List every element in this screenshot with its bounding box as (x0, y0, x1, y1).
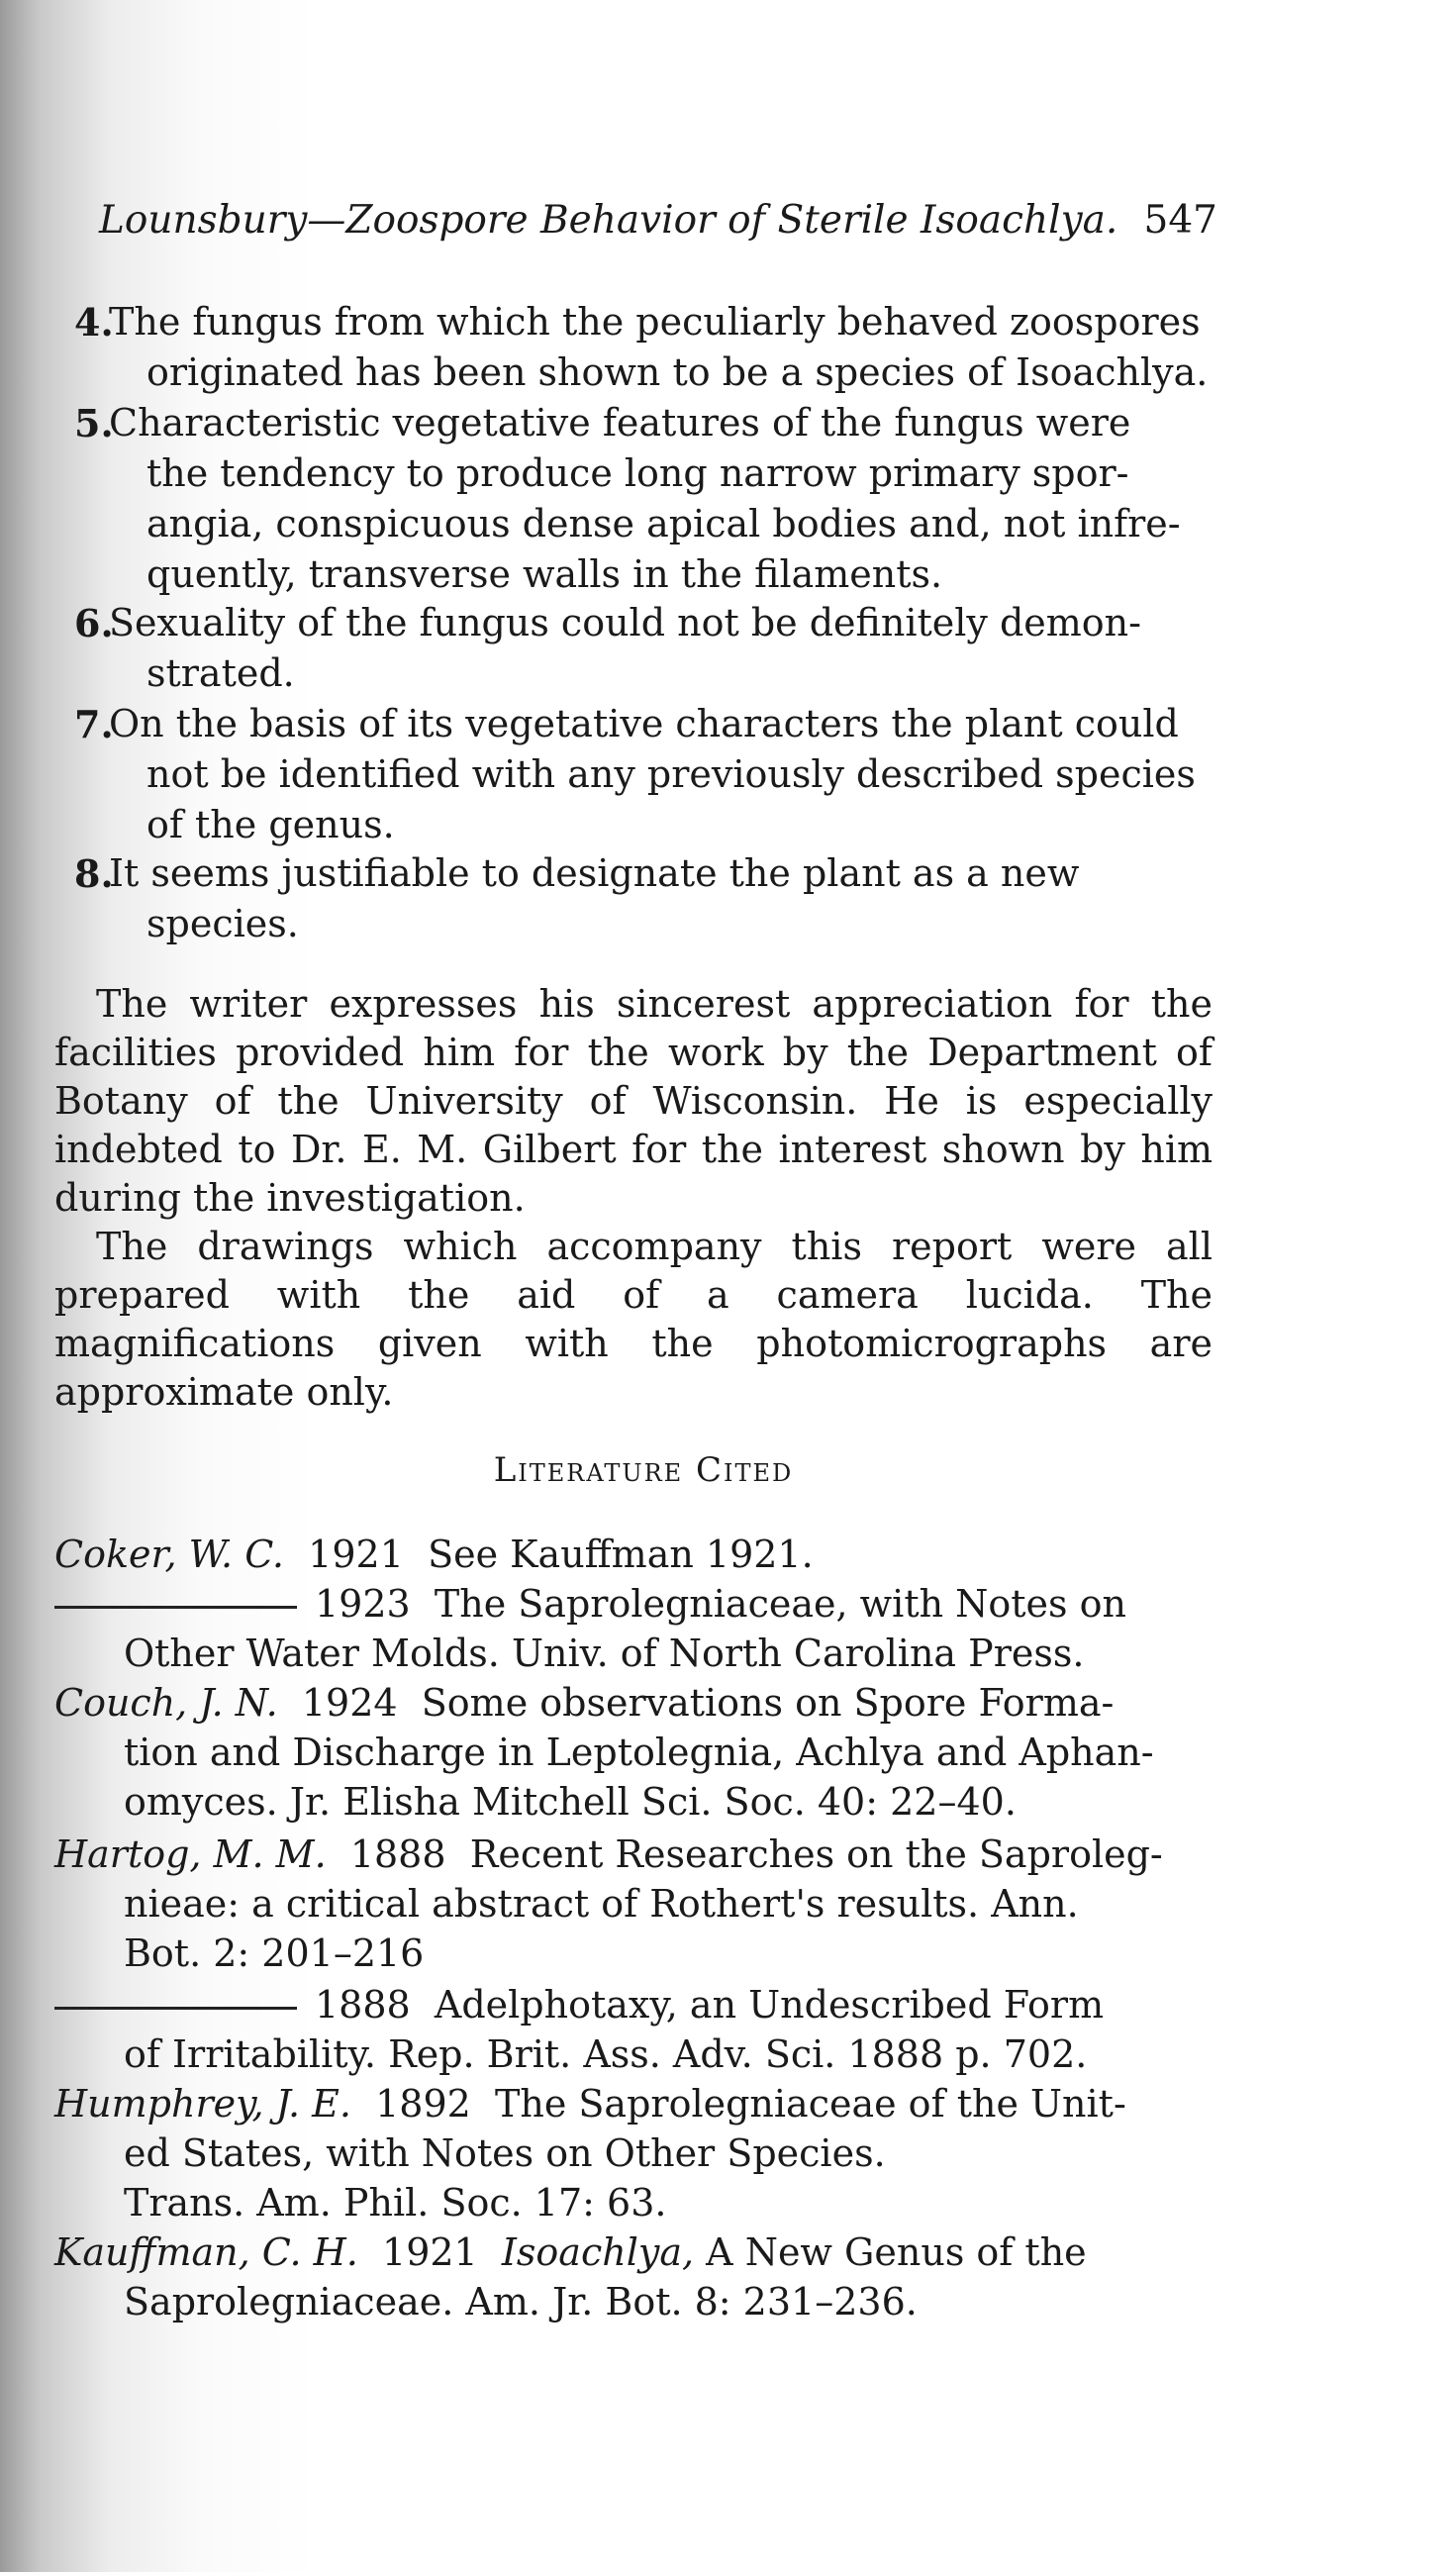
conclusion-item (74, 398, 1213, 600)
reference-text: of Irritability. Rep. Brit. Ass. Adv. Sci. 1888 p. 702. (124, 2032, 1088, 2076)
reference-text: See Kauffman 1921. (428, 1533, 814, 1576)
paragraph-text: The drawings which accompany this report were all prepared with the aid of a camera lucida. The magnifications given with the photomicrographs are approximate only. (54, 1225, 1213, 1414)
item-number: 7. (74, 702, 114, 746)
reference-text: Some observations on Spore Forma- (421, 1681, 1115, 1725)
item-line: species. (146, 902, 299, 945)
reference-entry (54, 1980, 1213, 2079)
running-title: Lounsbury—Zoospore Behavior of Sterile Isoachlya. (99, 198, 1118, 243)
reference-text: A New Genus of the (706, 2230, 1087, 2274)
reference-text: Other Water Molds. Univ. of North Carolina Press. (124, 1632, 1085, 1675)
reference-year: 1892 (375, 2082, 471, 2126)
item-line: On the basis of its vegetative characters the plant could (109, 702, 1179, 745)
reference-entry (54, 1579, 1213, 1678)
reference-text: The Saprolegniaceae, with Notes on (434, 1582, 1126, 1626)
reference-year: 1921 (308, 1533, 404, 1576)
reference-text: Recent Researches on the Saproleg- (469, 1832, 1163, 1876)
reference-author: Kauffman, C. H. (54, 2230, 358, 2274)
reference-text: Bot. 2: 201–216 (124, 1931, 425, 1975)
page-number: 547 (1143, 198, 1217, 243)
running-header (99, 198, 1217, 245)
reference-author: Coker, W. C. (54, 1533, 284, 1576)
item-line: originated has been shown to be a species of Isoachlya. (146, 350, 1209, 394)
reference-genus: Isoachlya, (501, 2230, 695, 2274)
drawings-paragraph (54, 1223, 1213, 1417)
item-number: 5. (74, 401, 114, 445)
conclusion-item (74, 297, 1213, 398)
reference-text: Trans. Am. Phil. Soc. 17: 63. (124, 2181, 667, 2225)
item-line: Sexuality of the fungus could not be definitely demon- (109, 601, 1141, 644)
item-line: Characteristic vegetative features of the fungus were (109, 401, 1131, 445)
reference-text: ed States, with Notes on Other Species. (124, 2131, 886, 2175)
reference-author: Couch, J. N. (54, 1681, 278, 1725)
item-line: The fungus from which the peculiarly behaved zoospores (109, 300, 1201, 344)
item-number: 4. (74, 300, 114, 345)
reference-entry (54, 1830, 1213, 1978)
reference-text: Adelphotaxy, an Undescribed Form (434, 1983, 1105, 2027)
item-line: It seems justifiable to designate the plant as a new (109, 851, 1080, 895)
item-line: the tendency to produce long narrow primary spor- (146, 451, 1129, 495)
reference-text: tion and Discharge in Leptolegnia, Achlya and Aphan- (124, 1731, 1154, 1774)
item-number: 6. (74, 601, 114, 645)
reference-text: The Saprolegniaceae of the Unit- (495, 2082, 1126, 2126)
reference-author: Humphrey, J. E. (54, 2082, 351, 2126)
item-line: not be identified with any previously described species (146, 752, 1196, 796)
reference-author: Hartog, M. M. (54, 1832, 327, 1876)
reference-year: 1888 (315, 1983, 411, 2027)
ditto-rule (54, 2007, 297, 2010)
conclusion-item (74, 598, 1213, 699)
reference-text: omyces. Jr. Elisha Mitchell Sci. Soc. 40: 22–40. (124, 1780, 1017, 1824)
conclusion-item (74, 848, 1213, 949)
reference-year: 1923 (315, 1582, 411, 1626)
item-line: quently, transverse walls in the filaments. (146, 552, 943, 596)
conclusion-item (74, 699, 1213, 850)
reference-entry (54, 2079, 1213, 2227)
item-number: 8. (74, 851, 114, 896)
reference-year: 1924 (301, 1681, 398, 1725)
item-line: angia, conspicuous dense apical bodies and, not infre- (146, 502, 1181, 545)
reference-text: Saprolegniaceae. Am. Jr. Bot. 8: 231–236. (124, 2280, 918, 2324)
reference-entry (54, 1678, 1213, 1827)
reference-text: nieae: a critical abstract of Rothert's results. Ann. (124, 1882, 1079, 1926)
literature-cited-heading: Literature Cited (493, 1450, 794, 1490)
reference-year: 1921 (382, 2230, 478, 2274)
acknowledgement-paragraph (54, 980, 1213, 1223)
ditto-rule (54, 1606, 297, 1609)
reference-entry (54, 1530, 1213, 1579)
reference-entry (54, 2227, 1213, 2326)
item-line: strated. (146, 651, 295, 695)
reference-year: 1888 (349, 1832, 446, 1876)
item-line: of the genus. (146, 803, 395, 846)
paragraph-text: The writer expresses his sincerest appreciation for the facilities provided him for the work by the Department of Botany of the University of Wisconsin. He is especially indebted to Dr. E. M. Gilbert for the interest shown by him during the investigation. (54, 982, 1213, 1220)
